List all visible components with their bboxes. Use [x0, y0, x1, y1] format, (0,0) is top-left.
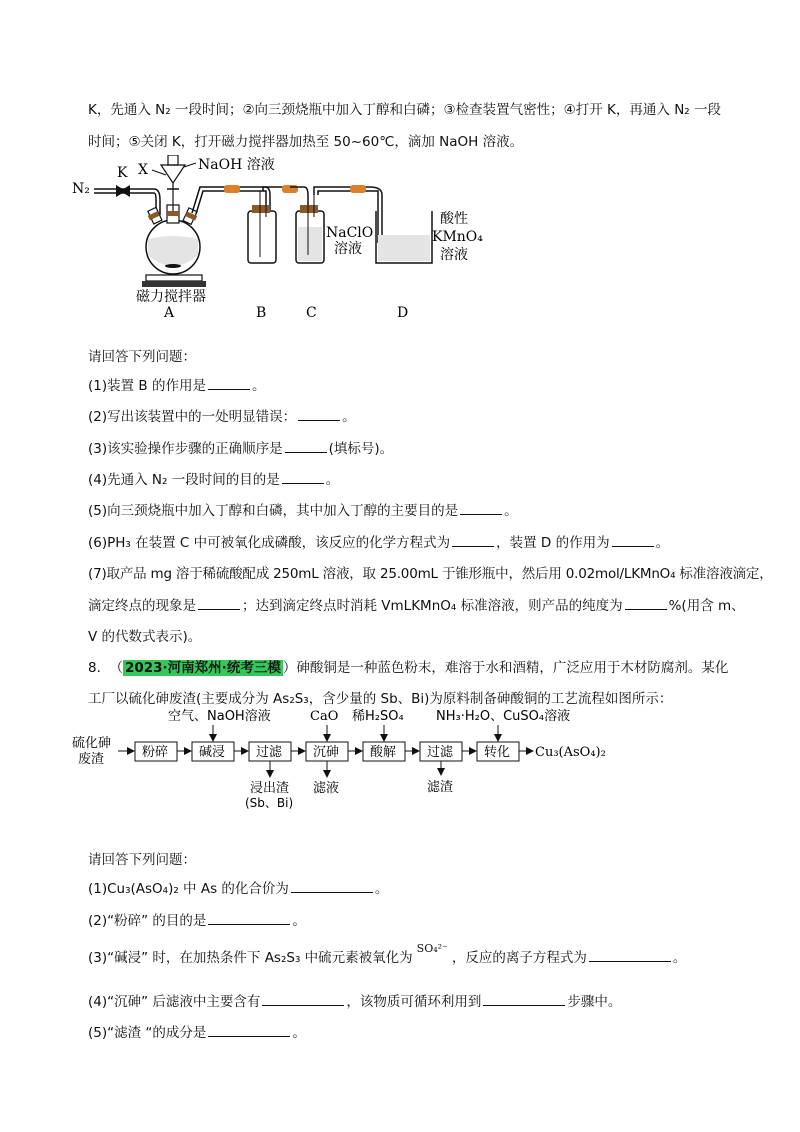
- step-convert: 转化: [484, 745, 511, 760]
- reagent-dilute-h2so4: 稀H₂SO₄: [352, 709, 404, 724]
- three-neck-flask-icon: [146, 205, 200, 274]
- kmno4-label: KMnO₄: [432, 229, 483, 245]
- answer-blank[interactable]: [208, 1022, 290, 1037]
- answer-blank[interactable]: [262, 991, 344, 1006]
- sulfate-ion: SO₄²⁻: [416, 942, 448, 955]
- q8-item-1: (1)Cu₃(AsO₄)₂ 中 As 的化合价为 。: [88, 877, 388, 897]
- q7-item-3: (3)该实验操作步骤的正确顺序是 (填标号)。: [88, 437, 393, 457]
- reagent-cao: CaO: [310, 709, 339, 724]
- answer-blank[interactable]: [198, 595, 240, 610]
- intro-line-1: K，先通入 N₂ 一段时间；②向三颈烧瓶中加入丁醇和白磷；③检查装置气密性；④打开 K，再通入 N₂ 一段: [88, 102, 721, 118]
- product-label: Cu₃(AsO₄)₂: [535, 745, 606, 760]
- bottle-c-icon: [296, 195, 324, 263]
- answer-blank[interactable]: [612, 532, 654, 547]
- output-leach-residue-composition: (Sb、Bi): [245, 796, 294, 810]
- q8-header: 8. （ 2023·河南郑州·统考三模 ）砷酸铜是一种蓝色粉末，难溶于水和酒精，广泛应用于木材防腐剂。某化: [88, 660, 729, 676]
- step-precipitate-as: 沉砷: [313, 745, 340, 760]
- valve-k-icon: [116, 185, 130, 197]
- q7-item-4: (4)先通入 N₂ 一段时间的目的是 。: [88, 468, 339, 488]
- answer-blank[interactable]: [298, 406, 340, 421]
- label-c: C: [306, 305, 317, 320]
- q7-item-7-line-3: V 的代数式表示)。: [88, 629, 202, 645]
- process-flowchart: [70, 705, 690, 815]
- step-alkali-leach: 碱浸: [199, 745, 226, 760]
- q7-item-7-line-1: (7)取产品 mg 溶于稀硫酸配成 250mL 溶液，取 25.00mL 于锥形瓶中，然后用 0.02mol/LKMnO₄ 标准溶液滴定，: [88, 566, 773, 582]
- apparatus-diagram: [60, 155, 490, 320]
- output-filter-residue: 滤渣: [427, 780, 454, 795]
- label-a: A: [164, 305, 175, 320]
- k-label: K: [117, 165, 128, 181]
- source-tag[interactable]: 2023·河南郑州·统考三模: [124, 660, 281, 676]
- naoh-label: NaOH 溶液: [198, 157, 275, 173]
- kmno4-solution-label: 溶液: [440, 247, 468, 263]
- answer-blank[interactable]: [285, 438, 327, 453]
- beaker-d-icon: [376, 211, 432, 263]
- answer-blank[interactable]: [483, 991, 565, 1006]
- raw-material-label-1: 硫化砷: [72, 736, 112, 751]
- raw-material-label-2: 废渣: [78, 752, 105, 767]
- output-filtrate: 滤液: [313, 781, 340, 796]
- naclo-solution-label: 溶液: [334, 241, 362, 257]
- reagent-air-naoh: 空气、NaOH溶液: [168, 709, 271, 724]
- answer-blank[interactable]: [589, 947, 671, 962]
- q8-text-2: 工厂以硫化砷废渣(主要成分为 As₂S₃，含少量的 Sb、Bi)为原料制备砷酸铜的工艺流程如图所示：: [88, 691, 673, 707]
- label-d: D: [397, 305, 409, 320]
- q7-item-6: (6)PH₃ 在装置 C 中可被氧化成磷酸，该反应的化学方程式为 ，装置 D 的作用为 。: [88, 531, 669, 551]
- answer-blank[interactable]: [460, 500, 502, 515]
- answer-blank[interactable]: [291, 878, 373, 893]
- q7-item-1: (1)装置 B 的作用是 。: [88, 374, 265, 394]
- label-b: B: [256, 305, 267, 320]
- acidic-label: 酸性: [440, 211, 468, 227]
- answer-blank[interactable]: [208, 375, 250, 390]
- output-leach-residue: 浸出渣: [250, 781, 290, 796]
- answer-blank[interactable]: [625, 595, 667, 610]
- answer-blank[interactable]: [282, 469, 324, 484]
- magnetic-stirrer-icon: [142, 275, 206, 287]
- answer-blank[interactable]: [208, 910, 290, 925]
- q8-item-4: (4)“沉砷” 后滤液中主要含有 ，该物质可循环利用到 步骤中。: [88, 990, 621, 1010]
- dropping-funnel-icon: [161, 155, 185, 211]
- q8-item-3: (3)“碱浸” 时，在加热条件下 As₂S₃ 中硫元素被氧化为$^{SO_4^{2-}}$，反应的离子方程式为 。: [88, 942, 687, 966]
- q8-item-2: (2)“粉碎” 的目的是 。: [88, 909, 306, 929]
- stirrer-label: 磁力搅拌器: [136, 289, 206, 305]
- step-filter-1: 过滤: [256, 745, 283, 760]
- q7-item-2: (2)写出该装置中的一处明显错误： 。: [88, 405, 356, 425]
- q7-item-7-line-2: 滴定终点的现象是 ；达到滴定终点时消耗 VmLKMnO₄ 标准溶液，则产品的纯度为 %(用含 m、: [88, 594, 745, 614]
- q7-prompt: 请回答下列问题：: [88, 349, 196, 365]
- x-label: X: [138, 162, 148, 178]
- step-crush: 粉碎: [142, 745, 169, 760]
- q8-item-5: (5)“滤渣 “的成分是 。: [88, 1021, 306, 1041]
- step-acid-dissolve: 酸解: [370, 745, 397, 760]
- bottle-b-icon: [248, 191, 276, 263]
- reagent-nh3-cuso4: NH₃·H₂O、CuSO₄溶液: [436, 709, 571, 724]
- q8-prompt: 请回答下列问题：: [88, 852, 196, 868]
- q7-item-5: (5)向三颈烧瓶中加入丁醇和白磷，其中加入丁醇的主要目的是 。: [88, 499, 518, 519]
- answer-blank[interactable]: [452, 532, 494, 547]
- n2-label: N₂: [72, 181, 90, 197]
- intro-line-2: 时间；⑤关闭 K，打开磁力搅拌器加热至 50~60℃，滴加 NaOH 溶液。: [88, 134, 524, 150]
- naclo-label: NaClO: [326, 225, 374, 241]
- step-filter-2: 过滤: [427, 745, 454, 760]
